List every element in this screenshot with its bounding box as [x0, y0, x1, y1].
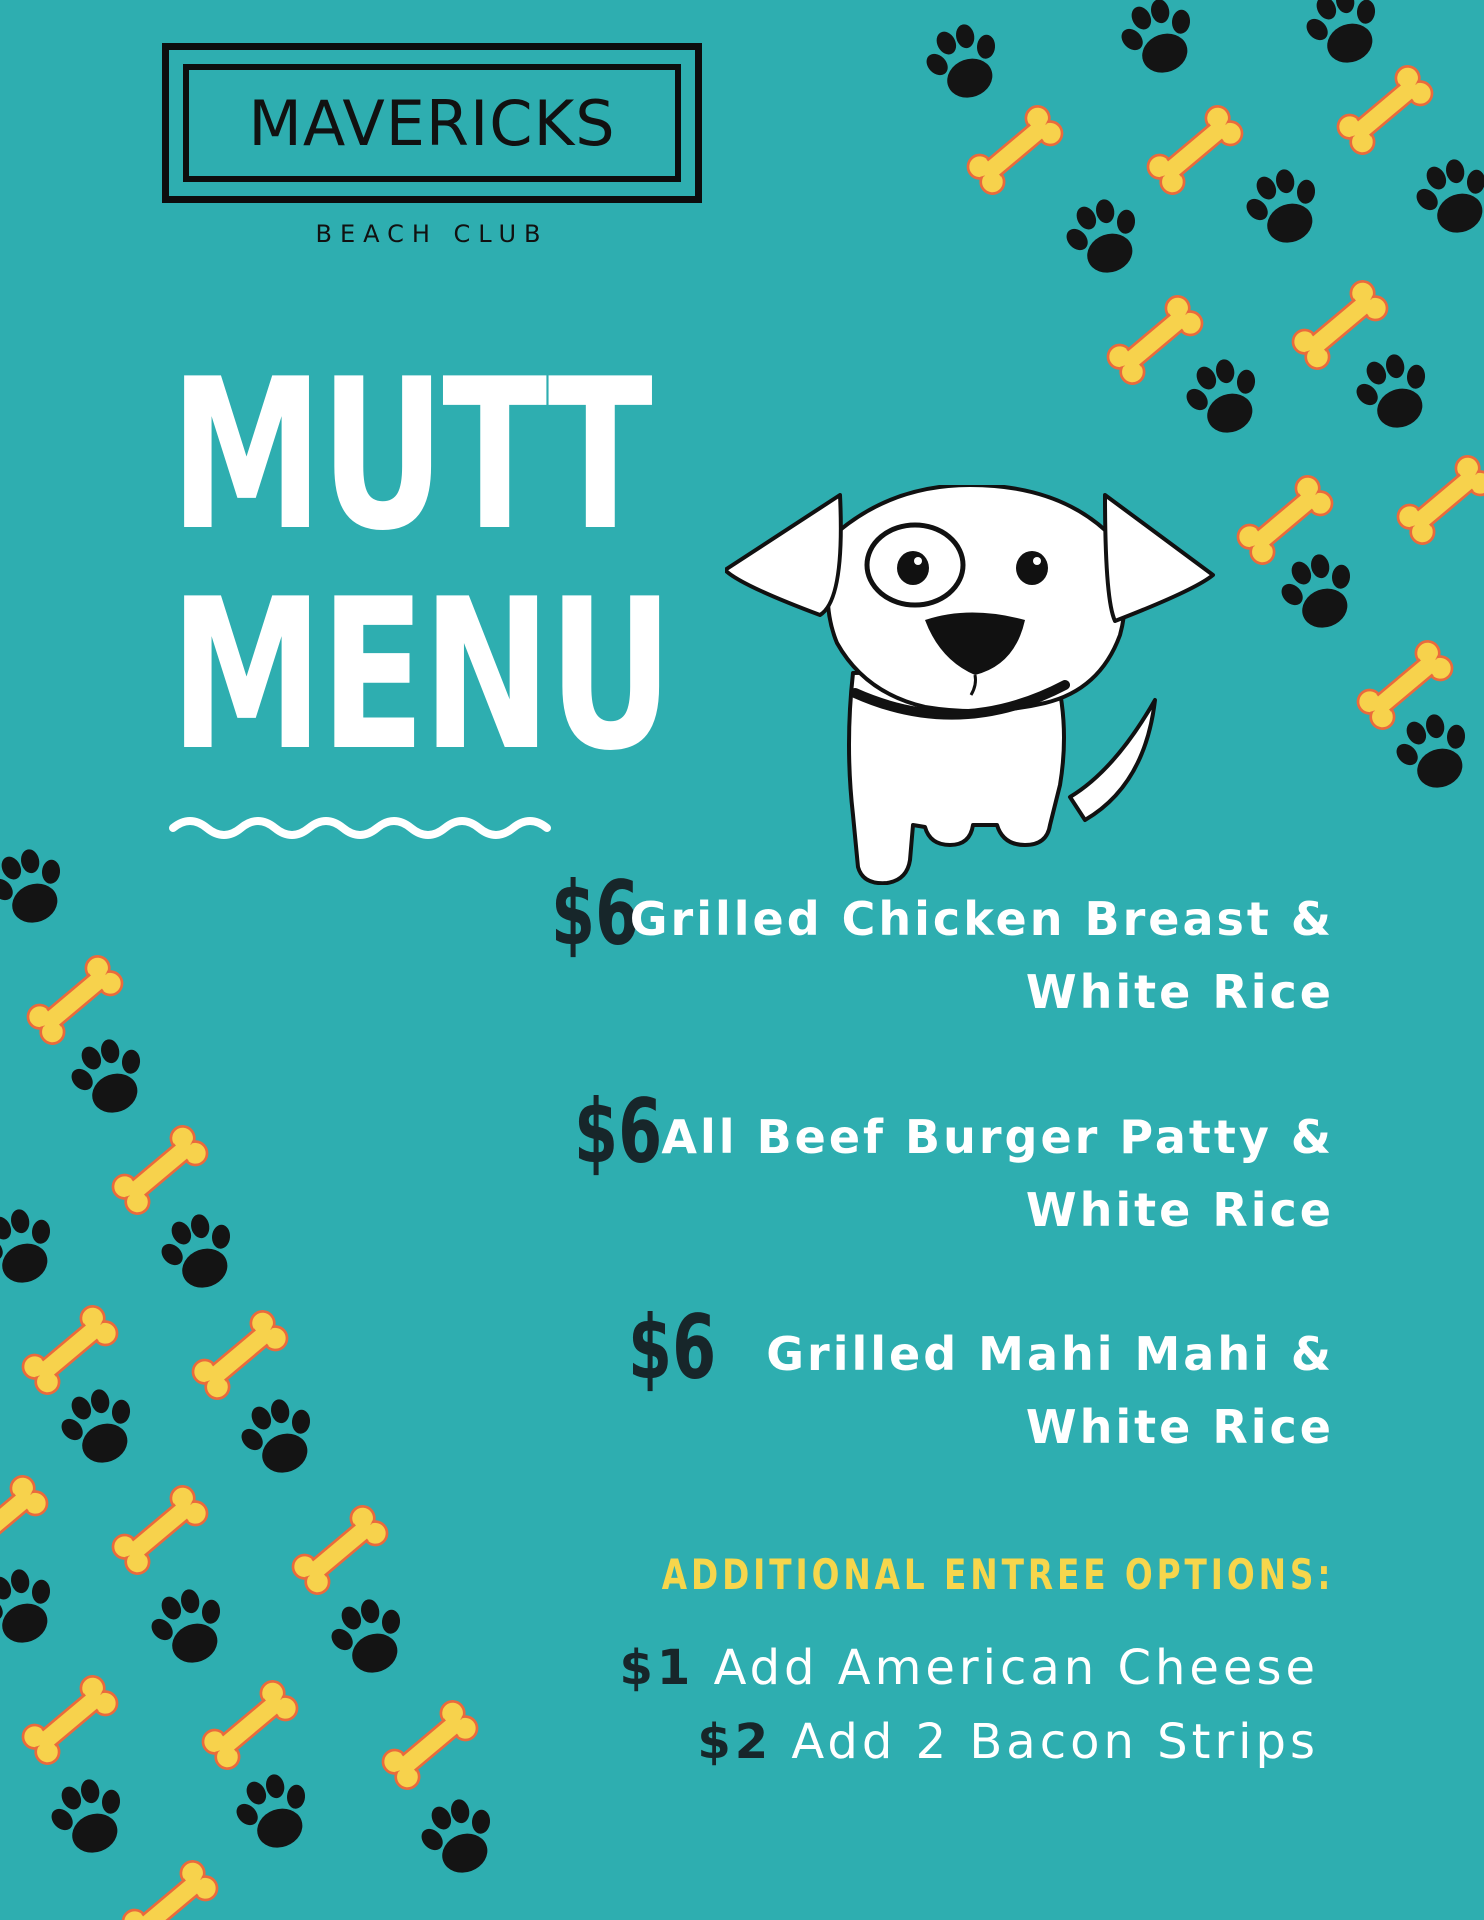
logo-name: MAVERICKS	[248, 86, 616, 160]
addon-option	[620, 1640, 1319, 1696]
bone-icon	[23, 952, 127, 1049]
paw-icon	[59, 1029, 158, 1125]
page-title-line1: MUTT	[170, 335, 650, 577]
paw-icon	[409, 1789, 508, 1885]
menu-item-price: $6	[628, 1296, 717, 1399]
bone-icon	[108, 1122, 212, 1219]
paw-icon	[139, 1579, 238, 1675]
bone-icon	[118, 1857, 222, 1920]
paw-icon	[319, 1589, 418, 1685]
paw-icon	[0, 839, 78, 935]
logo	[162, 43, 702, 203]
bone-icon	[288, 1502, 392, 1599]
addon-label: Add American Cheese	[713, 1640, 1319, 1696]
bone-icon	[188, 1307, 292, 1404]
bone-icon	[0, 1472, 52, 1569]
addon-label: Add 2 Bacon Strips	[791, 1714, 1319, 1770]
paw-icon	[224, 1764, 323, 1860]
paw-icon	[229, 1389, 328, 1485]
menu-item-price: $6	[551, 862, 640, 965]
wave-icon	[168, 808, 558, 848]
paw-icon	[0, 1559, 68, 1655]
menu-item-line: White Rice	[1025, 965, 1334, 1019]
page-title-line2: MENU	[170, 555, 671, 797]
bone-icon	[18, 1302, 122, 1399]
menu-item-price: $6	[574, 1080, 663, 1183]
addon-price: $1	[619, 1640, 695, 1696]
menu-item-line: White Rice	[1025, 1183, 1334, 1237]
addon-option	[697, 1714, 1319, 1770]
bone-icon	[18, 1672, 122, 1769]
paw-icon	[0, 1199, 68, 1295]
bone-icon	[108, 1482, 212, 1579]
addon-price: $2	[697, 1714, 773, 1770]
paw-icon	[39, 1769, 138, 1865]
logo-subtitle: BEACH CLUB	[315, 220, 549, 248]
paw-icon	[49, 1379, 148, 1475]
menu-item-line: Grilled Chicken Breast &	[629, 892, 1334, 946]
paw-icon	[149, 1204, 248, 1300]
additional-options-heading: ADDITIONAL ENTREE OPTIONS:	[661, 1550, 1334, 1599]
bone-icon	[378, 1697, 482, 1794]
dog-icon	[725, 485, 1225, 885]
menu-item-line: Grilled Mahi Mahi &	[766, 1327, 1334, 1381]
menu-item-line: White Rice	[1025, 1400, 1334, 1454]
menu-item-line: All Beef Burger Patty &	[661, 1110, 1334, 1164]
bone-icon	[198, 1677, 302, 1774]
